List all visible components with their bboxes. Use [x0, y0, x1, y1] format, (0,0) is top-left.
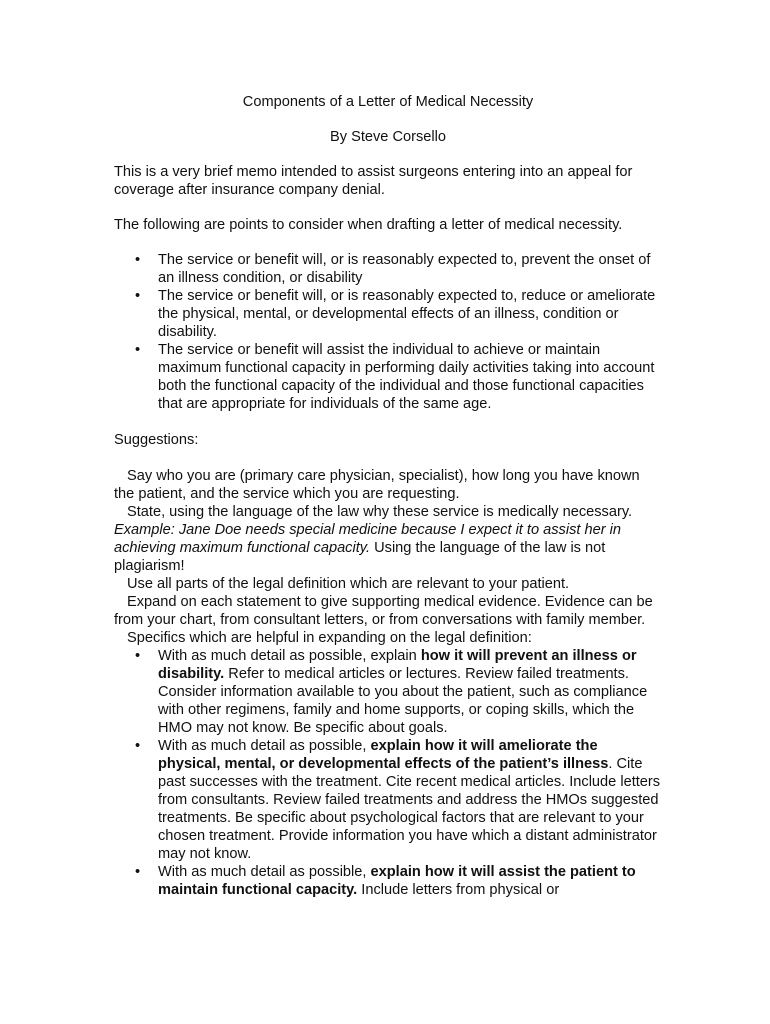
suggestion-text: Expand on each statement to give supporting medical evidence. Evidence can be from your chart, from consultant letters, or from conversations with family member.	[114, 594, 653, 628]
suggestion-text: Specifics which are helpful in expanding on the legal definition:	[127, 630, 532, 646]
bullet-icon: •	[135, 648, 141, 664]
bullet-icon: •	[135, 288, 141, 304]
list-item	[135, 647, 662, 737]
suggestions-heading: Suggestions:	[114, 432, 199, 448]
specific-emphasis: explain how it will assist the patient to maintain functional capacity.	[158, 864, 636, 898]
bullet-icon: •	[135, 738, 141, 754]
bullet-icon: •	[135, 864, 141, 880]
specific-lead: With as much detail as possible, explain	[158, 648, 421, 664]
bullet-icon: •	[135, 342, 141, 358]
document-byline: By Steve Corsello	[330, 129, 446, 145]
list-item	[135, 287, 662, 341]
point-text: The service or benefit will, or is reasonably expected to, prevent the onset of an illness condition, or disability	[158, 252, 651, 286]
suggestion-item	[114, 593, 662, 629]
specifics-list	[114, 647, 662, 899]
lead-paragraph: The following are points to consider when drafting a letter of medical necessity.	[114, 217, 623, 233]
suggestion-example: Example: Jane Doe needs special medicine because I expect it to assist her in achieving maximum functional capacity.	[114, 522, 622, 556]
list-item	[135, 251, 662, 287]
specific-tail: . Cite past successes with the treatment. Cite recent medical articles. Include letters from consultants. Review failed treatments and address the HMOs suggested treatments. Be specific about psychological factors that are relevant to your chosen treatment. Provide information you have which a distant administrator may not know.	[158, 756, 661, 862]
suggestion-item	[114, 503, 662, 575]
suggestion-text: Use all parts of the legal definition which are relevant to your patient.	[127, 576, 570, 592]
suggestion-item	[114, 629, 662, 647]
suggestion-text: State, using the language of the law why these service is medically necessary.	[127, 504, 633, 520]
list-item	[135, 863, 662, 899]
specific-tail: Refer to medical articles or lectures. Review failed treatments. Consider information available to you about the patient, such as compliance with other regimens, family and home supports, or coping skills, which the HMO may not know. Be specific about goals.	[158, 666, 648, 736]
suggestion-item	[114, 467, 662, 503]
specific-emphasis: explain how it will ameliorate the physical, mental, or developmental effects of the patient’s illness	[158, 738, 609, 772]
specific-lead: With as much detail as possible,	[158, 738, 371, 754]
list-item	[135, 737, 662, 863]
point-text: The service or benefit will assist the individual to achieve or maintain maximum functional capacity in performing daily activities taking into account both the functional capacity of the individual and those functional capacities that are appropriate for individuals of the same age.	[158, 342, 655, 412]
necessity-points-list	[114, 251, 662, 413]
specific-lead: With as much detail as possible,	[158, 864, 371, 880]
specific-tail: Include letters from physical or	[357, 882, 560, 898]
document-title: Components of a Letter of Medical Necessity	[242, 94, 534, 110]
document-page	[114, 93, 662, 899]
list-item	[135, 341, 662, 413]
suggestion-item	[114, 575, 662, 593]
suggestion-tail: Using the language of the law is not plagiarism!	[114, 540, 606, 574]
point-text: The service or benefit will, or is reasonably expected to, reduce or ameliorate the physical, mental, or developmental effects of an illness, condition or disability.	[158, 288, 656, 340]
suggestion-text: Say who you are (primary care physician, specialist), how long you have known the patient, and the service which you are requesting.	[114, 468, 640, 502]
bullet-icon: •	[135, 252, 141, 268]
specific-emphasis: how it will prevent an illness or disability.	[158, 648, 637, 682]
intro-paragraph: This is a very brief memo intended to assist surgeons entering into an appeal for coverage after insurance company denial.	[114, 164, 633, 198]
